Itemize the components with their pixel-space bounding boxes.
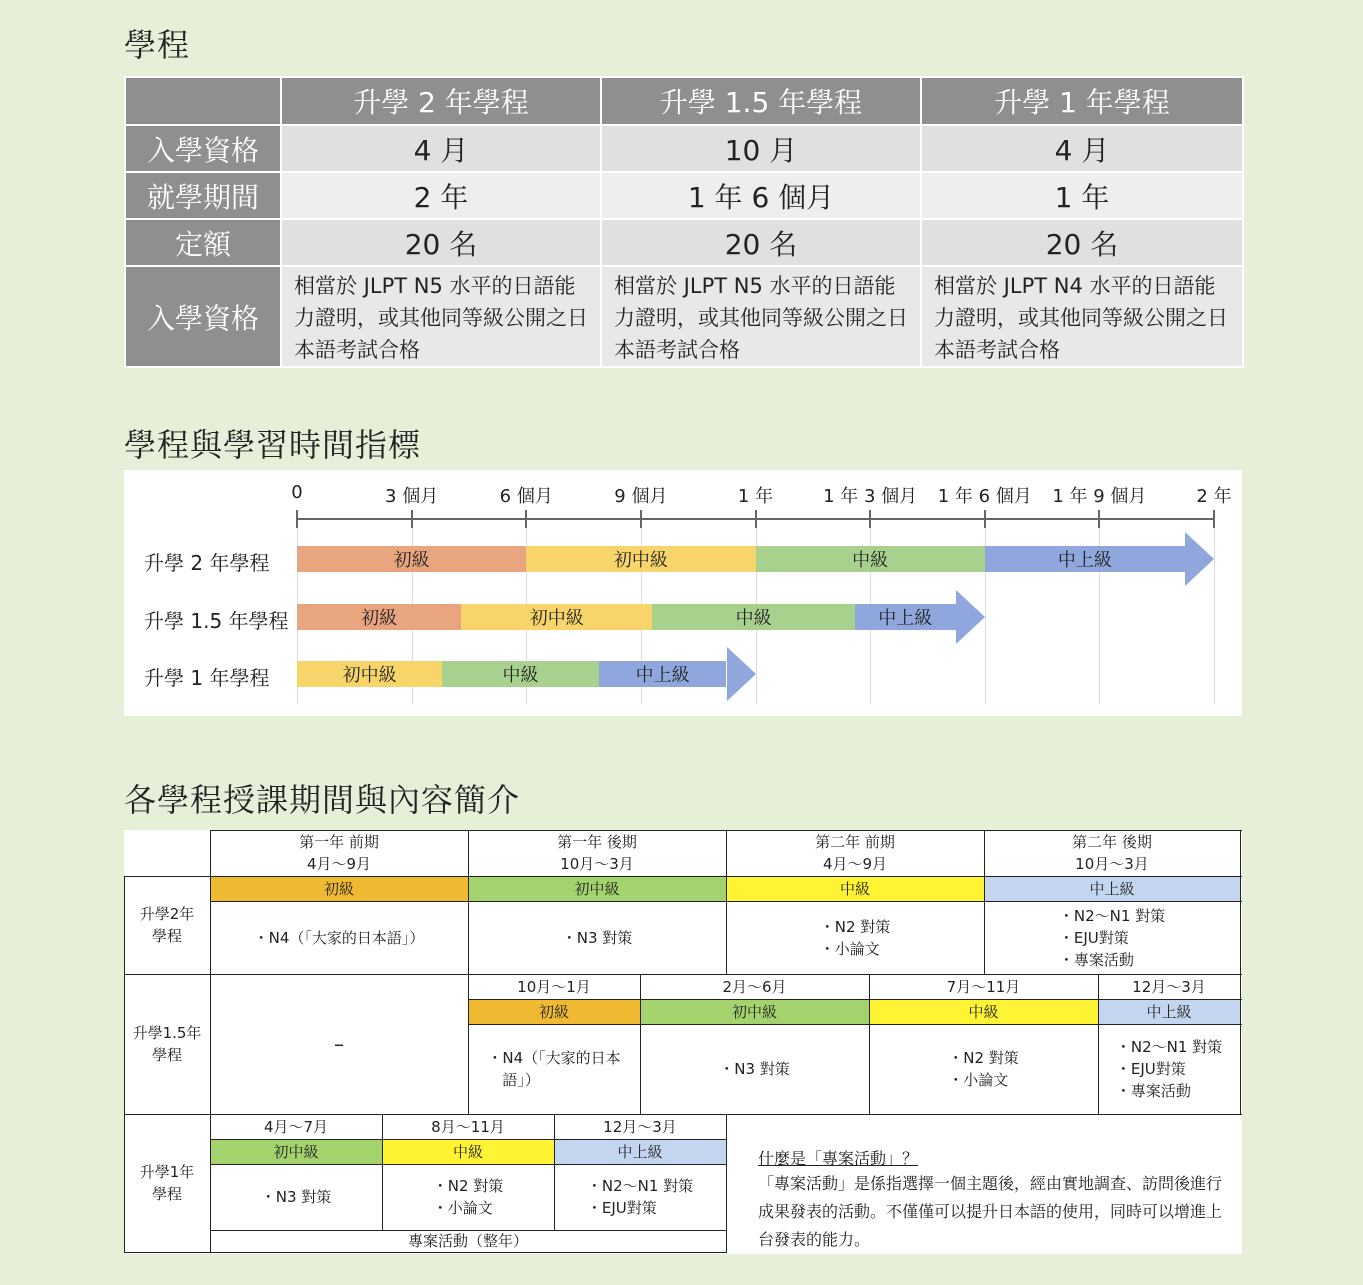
table-row [125,125,1243,172]
tick-mark [640,510,642,528]
section-heading-timeline: 學程與學習時間指標 [124,426,422,464]
note-body: 「專案活動」是係指選擇一個主題後，經由實地調查、訪問後進行成果發表的活動。不僅僅可以提升日本語的使用，同時可以增進上台發表的能力。 [758,1174,1223,1249]
tick-label: 9 個月 [614,486,668,507]
content-cell: ・N2 對策 ・小論文 [432,1177,504,1217]
tick-label: 1 年 9 個月 [1052,486,1147,507]
level-bar: 中上級 [554,1139,726,1164]
tick-mark [984,510,986,528]
grid-line [124,876,125,1253]
timeline-row-label: 升學 1 年學程 [144,666,270,690]
row-label-2yr: 升學2年 學程 [139,905,195,945]
timeline-segment: 中上級 [985,546,1185,572]
header-2yr: 升學 2 年學程 [281,77,601,125]
period-months: 4月〜9月 [306,855,372,873]
table-row [125,219,1243,266]
table-row [125,266,1243,367]
grid-line [124,876,1242,877]
period-term: 第二年 後期 [1072,833,1152,851]
table-cell: 1 年 6 個月 [601,172,921,219]
period-months: 12月〜3月 [1132,977,1206,996]
grid-line [1214,528,1215,704]
period-term: 第二年 前期 [815,833,895,851]
period-months: 4月〜9月 [822,855,888,873]
timeline-segment: 初中級 [297,661,442,687]
level-bar: 中級 [869,999,1098,1024]
tick-label: 1 年 6 個月 [937,486,1032,507]
tick-mark [296,510,298,528]
grid-line [1098,974,1099,1114]
level-bar: 初級 [210,876,468,901]
period-months: 12月〜3月 [603,1117,677,1136]
row-label-1yr: 升學1年 學程 [139,1163,195,1203]
table-cell: 2 年 [281,172,601,219]
level-bar: 初中級 [210,1139,382,1164]
tick-mark [869,510,871,528]
period-term: 第一年 前期 [299,833,379,851]
period-header [468,830,726,876]
period-months: 10月〜3月 [560,855,634,873]
period-months: 8月〜11月 [431,1117,505,1136]
grid-line [1240,830,1241,1115]
level-bar: 初級 [468,999,640,1024]
table-cell: 相當於 JLPT N5 水平的日語能力證明，或其他同等級公開之日本語考試合格 [601,266,921,367]
row-label-15yr: 升學1.5年 學程 [132,1024,202,1064]
grid-line [554,1114,555,1230]
grid-line [124,1252,727,1253]
content-cell: ・N2〜N1 對策 ・EJU對策 [586,1177,694,1217]
table-cell: 20 名 [601,219,921,266]
section-heading-schedule: 各學程授課期間與內容簡介 [124,781,521,819]
tick-label: 2 年 [1196,486,1232,507]
tick-mark [1213,510,1215,528]
timeline-segment: 初中級 [461,604,652,630]
timeline-segment: 初中級 [526,546,755,572]
content-cell: ・N3 對策 [561,928,633,947]
content-cell: ・N2〜N1 對策 ・EJU對策 ・專案活動 [1058,906,1166,969]
level-bar: 中級 [726,876,984,901]
period-months: 10月〜1月 [517,977,591,996]
table-cell: 相當於 JLPT N5 水平的日語能力證明，或其他同等級公開之日本語考試合格 [281,266,601,367]
grid-line [210,1139,726,1140]
timeline-arrowhead [956,590,985,644]
note-title: 什麼是「專案活動」？ [758,1149,919,1168]
tick-mark [411,510,413,528]
level-bar: 初中級 [640,999,869,1024]
table-cell: 相當於 JLPT N4 水平的日語能力證明，或其他同等級公開之日本語考試合格 [921,266,1243,367]
timeline-segment: 中級 [756,546,985,572]
period-header [984,830,1240,876]
tick-label: 1 年 3 個月 [823,486,918,507]
grid-line [726,830,727,974]
timeline-segment: 中上級 [855,604,956,630]
timeline-segment: 中級 [652,604,855,630]
schedule-table [124,830,1242,1254]
row-label: 入學資格 [125,125,281,172]
table-cell: 4 月 [281,125,601,172]
tick-mark [1098,510,1100,528]
table-cell: 20 名 [921,219,1243,266]
timeline-row-label: 升學 1.5 年學程 [144,609,289,633]
row-label: 就學期間 [125,172,281,219]
content-cell: ・N3 對策 [260,1188,332,1206]
content-cell: ・N2 對策 ・小論文 [819,917,891,958]
table-row [125,172,1243,219]
grid-line [124,974,1242,975]
grid-line [726,1114,727,1253]
timeline-segment: 中級 [442,661,599,687]
timeline-chart [124,470,1242,716]
period-header [210,830,468,876]
content-cell: ・N3 對策 [719,1060,790,1078]
timeline-arrowhead [1185,532,1214,586]
row-label: 定額 [125,219,281,266]
content-cell: ・N4（「大家的日本 語」） [487,1049,621,1089]
empty-cell: – [334,1032,344,1056]
timeline-segment: 中上級 [599,661,727,687]
program-table-header [125,77,1243,125]
content-cell: ・N2 對策 ・小論文 [948,1049,1019,1089]
level-bar: 中上級 [984,876,1240,901]
tick-mark [755,510,757,528]
grid-line [210,1164,726,1165]
content-cell: ・N2〜N1 對策 ・EJU對策 ・專案活動 [1115,1038,1223,1100]
project-activity-cell: 專案活動（整年） [407,1232,528,1250]
period-term: 第一年 後期 [557,833,637,851]
grid-line [640,974,641,1114]
tick-mark [525,510,527,528]
header-1yr: 升學 1 年學程 [921,77,1243,125]
tick-label: 0 [291,482,303,503]
grid-line [382,1114,383,1230]
table-cell: 4 月 [921,125,1243,172]
table-cell: 10 月 [601,125,921,172]
period-months: 7月〜11月 [946,977,1021,996]
level-bar: 中上級 [1098,999,1240,1024]
timeline-segment: 初級 [297,546,526,572]
grid-line [124,1114,1242,1115]
grid-line [210,1230,726,1231]
header-15yr: 升學 1.5 年學程 [601,77,921,125]
row-label: 入學資格 [125,266,281,367]
header-empty [125,77,281,125]
level-bar: 初中級 [468,876,726,901]
grid-line [210,830,211,1253]
tick-label: 1 年 [737,486,774,507]
period-months: 4月〜7月 [263,1117,329,1136]
timeline-arrowhead [727,647,756,701]
period-months: 2月〜6月 [722,977,787,996]
grid-line [468,999,1242,1000]
program-table [124,76,1244,368]
timeline-row-label: 升學 2 年學程 [144,551,270,575]
section-heading-programs: 學程 [124,26,191,64]
grid-line [468,830,469,1114]
level-bar: 中級 [382,1139,554,1164]
grid-line [869,974,870,1114]
period-months: 10月〜3月 [1075,855,1149,873]
tick-label: 6 個月 [499,486,553,507]
content-cell: ・N4（「大家的日本語」） [253,928,425,947]
period-header [726,830,984,876]
grid-line [984,830,985,974]
grid-line [468,1024,1242,1025]
timeline-segment: 初級 [297,604,461,630]
table-cell: 20 名 [281,219,601,266]
table-cell: 1 年 [921,172,1243,219]
tick-label: 3 個月 [385,486,439,507]
